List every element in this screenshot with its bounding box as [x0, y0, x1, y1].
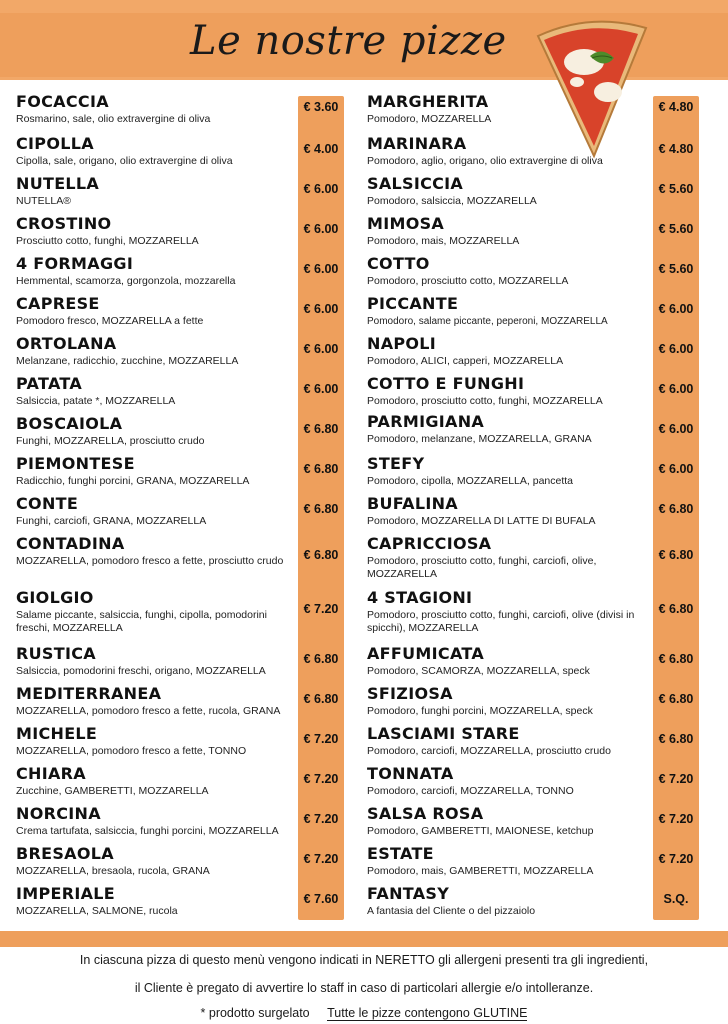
item-name: IMPERIALE: [16, 884, 116, 903]
item-ingredients: Pomodoro, funghi porcini, MOZZARELLA, speck: [367, 705, 593, 717]
item-price: € 7.20: [658, 852, 694, 866]
item-price: € 6.00: [303, 182, 339, 196]
item-ingredients: Salsiccia, pomodorini freschi, origano, MOZZARELLA: [16, 665, 266, 677]
item-ingredients: Pomodoro, prosciutto cotto, funghi, MOZZARELLA: [367, 395, 603, 407]
menu-item: [350, 174, 728, 214]
item-price: € 6.00: [303, 302, 339, 316]
footer-band: [0, 931, 728, 947]
item-ingredients: Funghi, carciofi, GRANA, MOZZARELLA: [16, 515, 207, 527]
item-name: GIOLGIO: [16, 588, 94, 607]
item-name: FOCACCIA: [16, 92, 109, 111]
menu-item: [0, 334, 350, 374]
allergy-request: il Cliente è pregato di avvertire lo staff in caso di particolari allergie e/o intolleranze.: [134, 981, 594, 995]
item-price: € 6.00: [658, 342, 694, 356]
menu-item: [0, 588, 350, 634]
item-price: € 5.60: [658, 222, 694, 236]
item-name: MARGHERITA: [367, 92, 489, 111]
item-ingredients: Pomodoro, carciofi, MOZZARELLA, prosciutto crudo: [367, 745, 611, 757]
menu-item: [0, 92, 350, 132]
item-price: € 6.00: [658, 382, 694, 396]
item-ingredients: Salame piccante, salsiccia, funghi, cipolla, pomodorini freschi, MOZZARELLA: [16, 609, 267, 634]
item-ingredients: Salsiccia, patate *, MOZZARELLA: [16, 395, 176, 407]
item-name: BUFALINA: [367, 494, 458, 513]
item-name: RUSTICA: [16, 644, 96, 663]
item-ingredients: Pomodoro, cipolla, MOZZARELLA, pancetta: [367, 475, 574, 487]
item-ingredients: MOZZARELLA, pomodoro fresco a fette, rucola, GRANA: [16, 705, 281, 717]
menu-item: [0, 764, 350, 804]
menu-item: [350, 804, 728, 844]
item-price: € 7.20: [658, 772, 694, 786]
item-name: BOSCAIOLA: [16, 414, 123, 433]
gluten-note: Tutte le pizze contengono GLUTINE: [327, 1006, 528, 1020]
item-name: CROSTINO: [16, 214, 112, 233]
item-price: € 7.20: [303, 602, 339, 616]
item-price: € 6.80: [303, 692, 339, 706]
item-ingredients: Pomodoro, mais, MOZZARELLA: [367, 235, 520, 247]
item-ingredients: Pomodoro, aglio, origano, olio extravergine di oliva: [367, 155, 603, 167]
menu-item: [0, 884, 350, 924]
item-price: € 4.80: [658, 100, 694, 114]
item-name: MIMOSA: [367, 214, 445, 233]
menu-item: [350, 724, 728, 764]
item-name: SALSA ROSA: [367, 804, 484, 823]
item-price: € 6.80: [658, 652, 694, 666]
menu-item: [350, 254, 728, 294]
item-price: € 6.80: [303, 502, 339, 516]
menu-item: [350, 644, 728, 684]
menu-item: [350, 134, 728, 174]
item-ingredients: Rosmarino, sale, olio extravergine di oliva: [16, 113, 211, 125]
item-price: € 6.80: [303, 548, 339, 562]
item-name: ORTOLANA: [16, 334, 117, 353]
item-name: NORCINA: [16, 804, 101, 823]
item-price: € 6.00: [658, 302, 694, 316]
allergen-notice: In ciascuna pizza di questo menù vengono indicati in NERETTO gli allergeni presenti tra gli ingredienti,: [79, 953, 649, 967]
item-name: CONTADINA: [16, 534, 125, 553]
item-price: S.Q.: [663, 892, 689, 906]
menu-item: [0, 454, 350, 494]
item-ingredients: MOZZARELLA, pomodoro fresco a fette, TONNO: [16, 745, 247, 757]
item-ingredients: Hemmental, scamorza, gorgonzola, mozzarella: [16, 275, 236, 287]
menu-item: [350, 764, 728, 804]
item-name: ESTATE: [367, 844, 434, 863]
item-name: PICCANTE: [367, 294, 459, 313]
item-price: € 5.60: [658, 182, 694, 196]
item-price: € 6.00: [303, 222, 339, 236]
menu-item: [0, 214, 350, 254]
item-name: MEDITERRANEA: [16, 684, 162, 703]
item-ingredients: A fantasia del Cliente o del pizzaiolo: [367, 905, 536, 917]
menu-item: [350, 214, 728, 254]
menu-item: [350, 884, 728, 924]
item-name: CHIARA: [16, 764, 86, 783]
item-price: € 6.00: [658, 422, 694, 436]
item-ingredients: Pomodoro, salsiccia, MOZZARELLA: [367, 195, 537, 207]
item-price: € 6.80: [303, 652, 339, 666]
item-price: € 7.60: [303, 892, 339, 906]
menu-item: [0, 494, 350, 534]
item-price: € 7.20: [303, 772, 339, 786]
menu-item: [0, 684, 350, 724]
item-price: € 6.80: [658, 548, 694, 562]
item-ingredients: Prosciutto cotto, funghi, MOZZARELLA: [16, 235, 199, 247]
item-ingredients: MOZZARELLA, bresaola, rucola, GRANA: [16, 865, 210, 877]
item-name: LASCIAMI STARE: [367, 724, 520, 743]
item-price: € 6.80: [658, 692, 694, 706]
menu-item: [350, 494, 728, 534]
menu-item: [350, 534, 728, 580]
item-name: STEFY: [367, 454, 425, 473]
item-name: MARINARA: [367, 134, 467, 153]
item-ingredients: Pomodoro, prosciutto cotto, funghi, carciofi, olive, MOZZARELLA: [367, 555, 597, 580]
page-title: Le nostre pizze: [190, 18, 507, 64]
item-name: FANTASY: [367, 884, 450, 903]
frozen-note: * prodotto surgelato: [200, 1006, 310, 1020]
item-name: CIPOLLA: [16, 134, 94, 153]
menu-item: [350, 454, 728, 494]
item-price: € 6.80: [303, 422, 339, 436]
item-name: SFIZIOSA: [367, 684, 453, 703]
item-ingredients: Pomodoro, MOZZARELLA: [367, 113, 492, 125]
menu-item: [0, 534, 350, 574]
menu-item: [350, 334, 728, 374]
item-price: € 6.80: [658, 502, 694, 516]
item-ingredients: Pomodoro, carciofi, MOZZARELLA, TONNO: [367, 785, 574, 797]
item-ingredients: Pomodoro, ALICI, capperi, MOZZARELLA: [367, 355, 564, 367]
item-ingredients: MOZZARELLA, SALMONE, rucola: [16, 905, 178, 917]
item-ingredients: MOZZARELLA, pomodoro fresco a fette, prosciutto crudo: [16, 555, 284, 567]
footer-notes: [0, 1005, 728, 1021]
item-ingredients: Pomodoro, melanzane, MOZZARELLA, GRANA: [367, 433, 592, 445]
menu-item: [0, 724, 350, 764]
item-name: PATATA: [16, 374, 83, 393]
item-name: AFFUMICATA: [367, 644, 485, 663]
menu-item: [350, 294, 728, 334]
item-price: € 6.80: [658, 732, 694, 746]
item-ingredients: Pomodoro, MOZZARELLA DI LATTE DI BUFALA: [367, 515, 596, 527]
menu-item: [350, 684, 728, 724]
menu-item: [0, 254, 350, 294]
item-ingredients: Zucchine, GAMBERETTI, MOZZARELLA: [16, 785, 209, 797]
item-price: € 4.80: [658, 142, 694, 156]
item-name: 4 STAGIONI: [367, 588, 473, 607]
menu-item: [350, 844, 728, 884]
item-price: € 7.20: [303, 852, 339, 866]
item-ingredients: Funghi, MOZZARELLA, prosciutto crudo: [16, 435, 205, 447]
item-ingredients: Pomodoro, mais, GAMBERETTI, MOZZARELLA: [367, 865, 594, 877]
item-price: € 3.60: [303, 100, 339, 114]
menu-item: [350, 374, 728, 414]
item-price: € 6.00: [658, 462, 694, 476]
item-name: SALSICCIA: [367, 174, 464, 193]
item-name: CONTE: [16, 494, 79, 513]
item-ingredients: Pomodoro, SCAMORZA, MOZZARELLA, speck: [367, 665, 590, 677]
menu-item: [0, 804, 350, 844]
item-name: NUTELLA: [16, 174, 100, 193]
item-price: € 6.80: [303, 462, 339, 476]
item-price: € 5.60: [658, 262, 694, 276]
menu-item: [0, 844, 350, 884]
menu-item: [0, 294, 350, 334]
item-price: € 6.80: [658, 602, 694, 616]
item-name: PIEMONTESE: [16, 454, 135, 473]
item-name: CAPRICCIOSA: [367, 534, 492, 553]
item-name: CAPRESE: [16, 294, 100, 313]
menu-item: [0, 174, 350, 214]
menu-item: [350, 92, 728, 132]
item-ingredients: Cipolla, sale, origano, olio extravergine di oliva: [16, 155, 233, 167]
item-price: € 6.00: [303, 262, 339, 276]
menu-item: [0, 374, 350, 414]
item-name: TONNATA: [367, 764, 454, 783]
menu-item: [0, 414, 350, 454]
item-price: € 4.00: [303, 142, 339, 156]
item-price: € 7.20: [658, 812, 694, 826]
item-name: COTTO: [367, 254, 430, 273]
item-ingredients: Pomodoro fresco, MOZZARELLA a fette: [16, 315, 204, 327]
item-name: PARMIGIANA: [367, 412, 485, 431]
item-ingredients: Radicchio, funghi porcini, GRANA, MOZZARELLA: [16, 475, 250, 487]
item-name: NAPOLI: [367, 334, 437, 353]
item-ingredients: Pomodoro, prosciutto cotto, funghi, carciofi, olive (divisi in spicchi), MOZZARELLA: [367, 609, 635, 634]
menu-item: [0, 134, 350, 174]
menu-item: [0, 644, 350, 684]
item-ingredients: NUTELLA®: [16, 195, 72, 207]
item-name: BRESAOLA: [16, 844, 114, 863]
item-price: € 6.00: [303, 382, 339, 396]
item-ingredients: Pomodoro, prosciutto cotto, MOZZARELLA: [367, 275, 569, 287]
item-name: MICHELE: [16, 724, 98, 743]
item-ingredients: Pomodoro, GAMBERETTI, MAIONESE, ketchup: [367, 825, 594, 837]
item-price: € 6.00: [303, 342, 339, 356]
item-ingredients: Pomodoro, salame piccante, peperoni, MOZZARELLA: [367, 316, 608, 327]
menu-item: [350, 588, 728, 634]
item-ingredients: Melanzane, radicchio, zucchine, MOZZARELLA: [16, 355, 239, 367]
item-name: 4 FORMAGGI: [16, 254, 134, 273]
item-name: COTTO E FUNGHI: [367, 374, 525, 393]
item-price: € 7.20: [303, 812, 339, 826]
item-ingredients: Crema tartufata, salsiccia, funghi porcini, MOZZARELLA: [16, 825, 279, 837]
menu-item: [350, 412, 728, 452]
item-price: € 7.20: [303, 732, 339, 746]
